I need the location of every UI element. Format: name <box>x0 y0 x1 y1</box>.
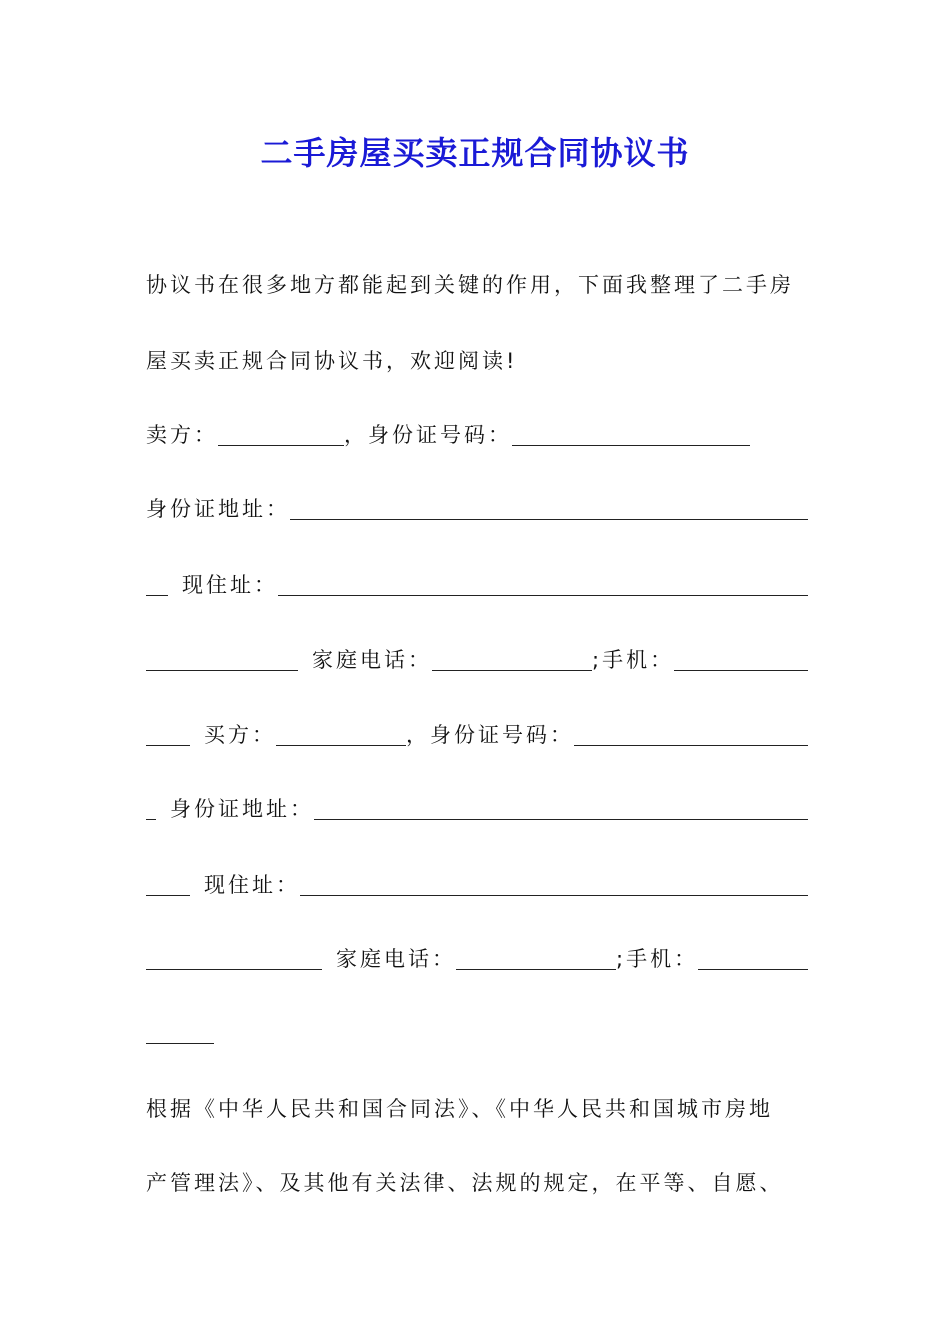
seller-home-phone-field[interactable] <box>432 646 592 671</box>
seller-current-address-field-continued[interactable] <box>146 646 298 671</box>
buyer-label: 买方： <box>204 723 276 747</box>
seller-mobile-field-continued[interactable] <box>146 721 190 746</box>
seller-id-number-label: ，身份证号码： <box>344 423 512 447</box>
intro-text-2: 屋买卖正规合同协议书，欢迎阅读! <box>146 349 518 373</box>
basis-line-1 <box>146 1090 808 1124</box>
buyer-current-address-field-continued[interactable] <box>146 945 322 970</box>
buyer-mobile-continued-line <box>146 1014 808 1048</box>
basis-line-2 <box>146 1164 808 1198</box>
buyer-current-address-label: 现住址： <box>204 873 300 897</box>
seller-current-address-line <box>146 566 808 600</box>
buyer-mobile-label: ;手机： <box>616 947 699 971</box>
buyer-id-address-field-continued[interactable] <box>146 871 190 896</box>
buyer-line <box>146 716 808 750</box>
seller-id-address-line <box>146 490 808 524</box>
seller-id-number-field[interactable] <box>512 421 750 446</box>
buyer-home-phone-field[interactable] <box>456 945 616 970</box>
buyer-name-field[interactable] <box>276 721 406 746</box>
seller-home-phone-label: 家庭电话： <box>312 648 432 672</box>
buyer-id-number-label: ，身份证号码： <box>406 723 574 747</box>
buyer-id-number-field[interactable] <box>574 721 808 746</box>
seller-phone-line <box>146 641 808 675</box>
buyer-id-number-field-continued[interactable] <box>146 795 156 820</box>
seller-mobile-field[interactable] <box>674 646 808 671</box>
buyer-phone-line <box>146 940 808 974</box>
buyer-home-phone-label: 家庭电话： <box>336 947 456 971</box>
buyer-mobile-field[interactable] <box>698 945 808 970</box>
basis-text-2: 产管理法》、及其他有关法律、法规的规定，在平等、自愿、 <box>146 1171 784 1195</box>
seller-id-address-field[interactable] <box>290 495 808 520</box>
basis-text-1: 根据《中华人民共和国合同法》、《中华人民共和国城市房地 <box>146 1097 773 1121</box>
seller-label: 卖方： <box>146 423 218 447</box>
buyer-current-address-line <box>146 866 808 900</box>
buyer-current-address-field[interactable] <box>300 871 808 896</box>
document-title: 二手房屋买卖正规合同协议书 <box>260 134 690 172</box>
buyer-id-address-line <box>146 790 808 824</box>
intro-line-1 <box>146 266 808 300</box>
intro-text-1: 协议书在很多地方都能起到关键的作用，下面我整理了二手房 <box>146 273 794 297</box>
seller-name-field[interactable] <box>218 421 344 446</box>
seller-current-address-label: 现住址： <box>182 573 278 597</box>
seller-mobile-label: ;手机： <box>592 648 675 672</box>
buyer-id-address-field[interactable] <box>314 795 808 820</box>
seller-id-address-field-continued[interactable] <box>146 571 168 596</box>
seller-id-address-label: 身份证地址： <box>146 497 290 521</box>
buyer-mobile-field-continued[interactable] <box>146 1019 214 1044</box>
buyer-id-address-label: 身份证地址： <box>170 797 314 821</box>
seller-current-address-field[interactable] <box>278 571 808 596</box>
intro-line-2 <box>146 342 808 376</box>
seller-line <box>146 416 808 450</box>
